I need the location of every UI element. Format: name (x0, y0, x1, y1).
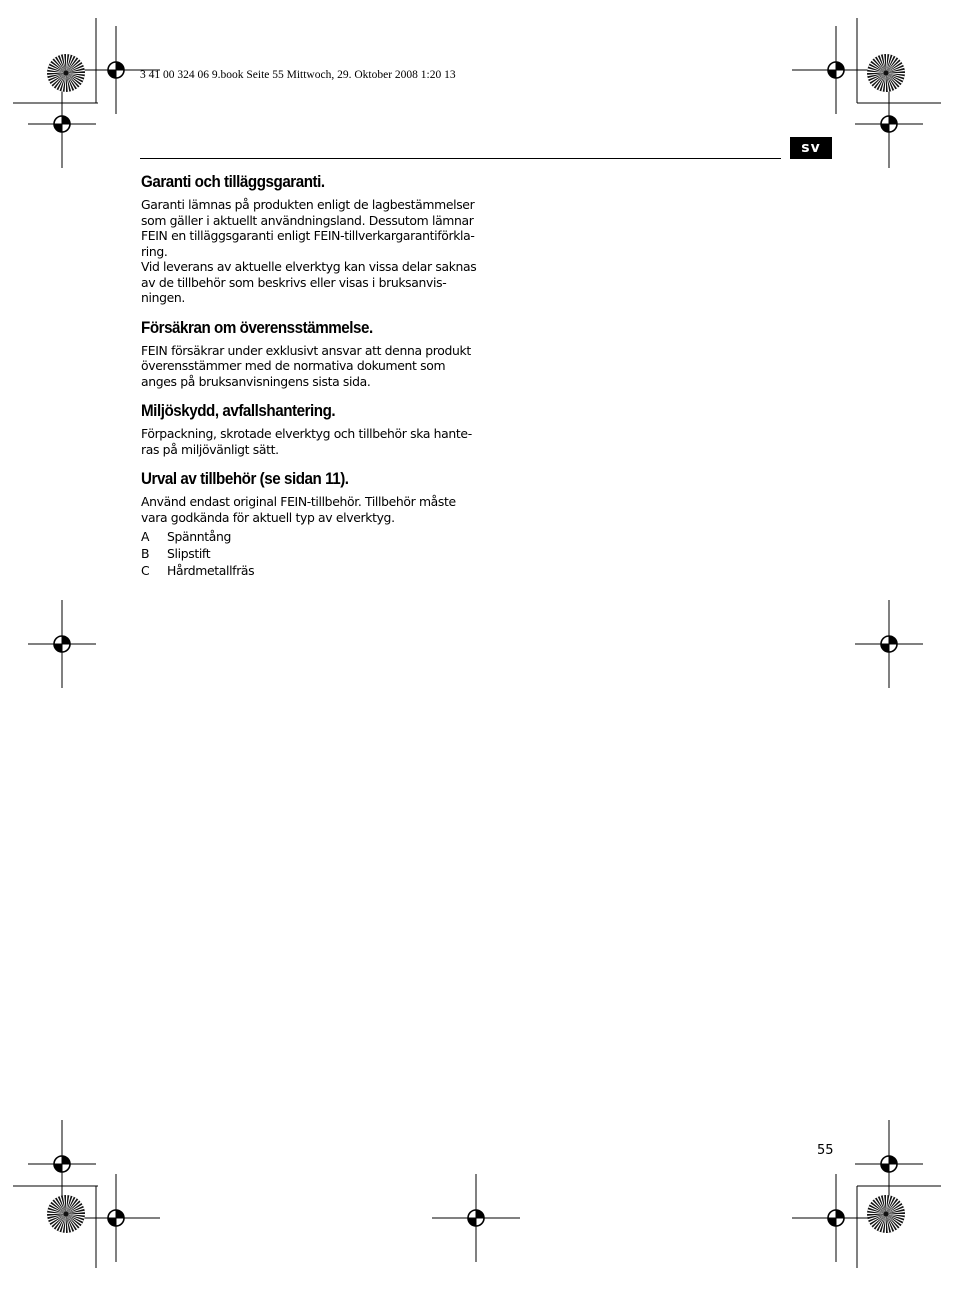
text-line: Förpackning, skrotade elverktyg och tillbehör ska hante- (141, 426, 472, 441)
accessory-list (141, 528, 486, 579)
text-line: FEIN försäkrar under exklusivt ansvar att denna produkt (141, 342, 471, 358)
text-line: FEIN en tilläggsgaranti enligt FEIN-tillverkargarantiförkla- (141, 228, 475, 243)
section-heading: Urval av tillbehör (se sidan 11). (141, 470, 349, 488)
color-target-icon (47, 54, 85, 92)
text-line: anges på bruksanvisningens sista sida. (141, 373, 371, 389)
section-warranty (141, 172, 486, 306)
list-item (141, 528, 486, 545)
header-rule (140, 158, 781, 159)
main-content (141, 172, 486, 591)
registration-mark-icon (855, 1120, 923, 1208)
color-target-icon (47, 1195, 85, 1233)
registration-mark-icon (28, 600, 96, 688)
registration-mark-icon (28, 1120, 96, 1208)
registration-mark-icon (855, 600, 923, 688)
item-letter: B (141, 546, 150, 561)
text-line: som gäller i aktuellt användningsland. Dessutom lämnar (141, 212, 474, 228)
page-number: 55 (817, 1143, 834, 1158)
section-heading: Försäkran om överensstämmelse. (141, 318, 373, 337)
item-text: Spänntång (167, 529, 232, 544)
section-heading: Garanti och tilläggsgaranti. (141, 173, 325, 191)
list-item (141, 545, 486, 562)
registration-mark-icon (792, 1174, 880, 1262)
text-line: Vid leverans av aktuelle elverktyg kan vissa delar saknas (141, 259, 477, 274)
list-item (141, 562, 486, 579)
section-accessories (141, 469, 486, 579)
print-slug: 3 41 00 324 06 9.book Seite 55 Mittwoch, 29. Oktober 2008 1:20 13 (140, 69, 456, 81)
color-target-icon (867, 54, 905, 92)
text-line: Garanti lämnas på produkten enligt de lagbestämmelser (141, 197, 475, 212)
item-letter: A (141, 529, 150, 544)
registration-mark-icon (792, 26, 880, 114)
section-heading: Miljöskydd, avfallshantering. (141, 402, 336, 420)
item-text: Hårdmetallfräs (167, 563, 255, 578)
registration-mark-icon (855, 80, 923, 168)
item-text: Slipstift (167, 546, 211, 561)
registration-mark-icon (432, 1174, 520, 1262)
text-line: ring. (141, 243, 168, 259)
text-line: ras på miljövänligt sätt. (141, 441, 279, 457)
section-conformity (141, 318, 486, 390)
registration-mark-icon (28, 80, 96, 168)
registration-mark-icon (72, 1174, 160, 1262)
item-letter: C (141, 563, 150, 578)
text-line: vara godkända för aktuell typ av elverktyg. (141, 509, 395, 525)
text-line: överensstämmer med de normativa dokument som (141, 358, 446, 373)
text-line: Använd endast original FEIN-tillbehör. Tillbehör måste (141, 494, 456, 509)
text-line: ningen. (141, 290, 185, 305)
language-tab: sv (790, 137, 832, 159)
color-target-icon (867, 1195, 905, 1233)
section-environment (141, 401, 486, 457)
text-line: av de tillbehör som beskrivs eller visas i bruksanvis- (141, 274, 447, 290)
